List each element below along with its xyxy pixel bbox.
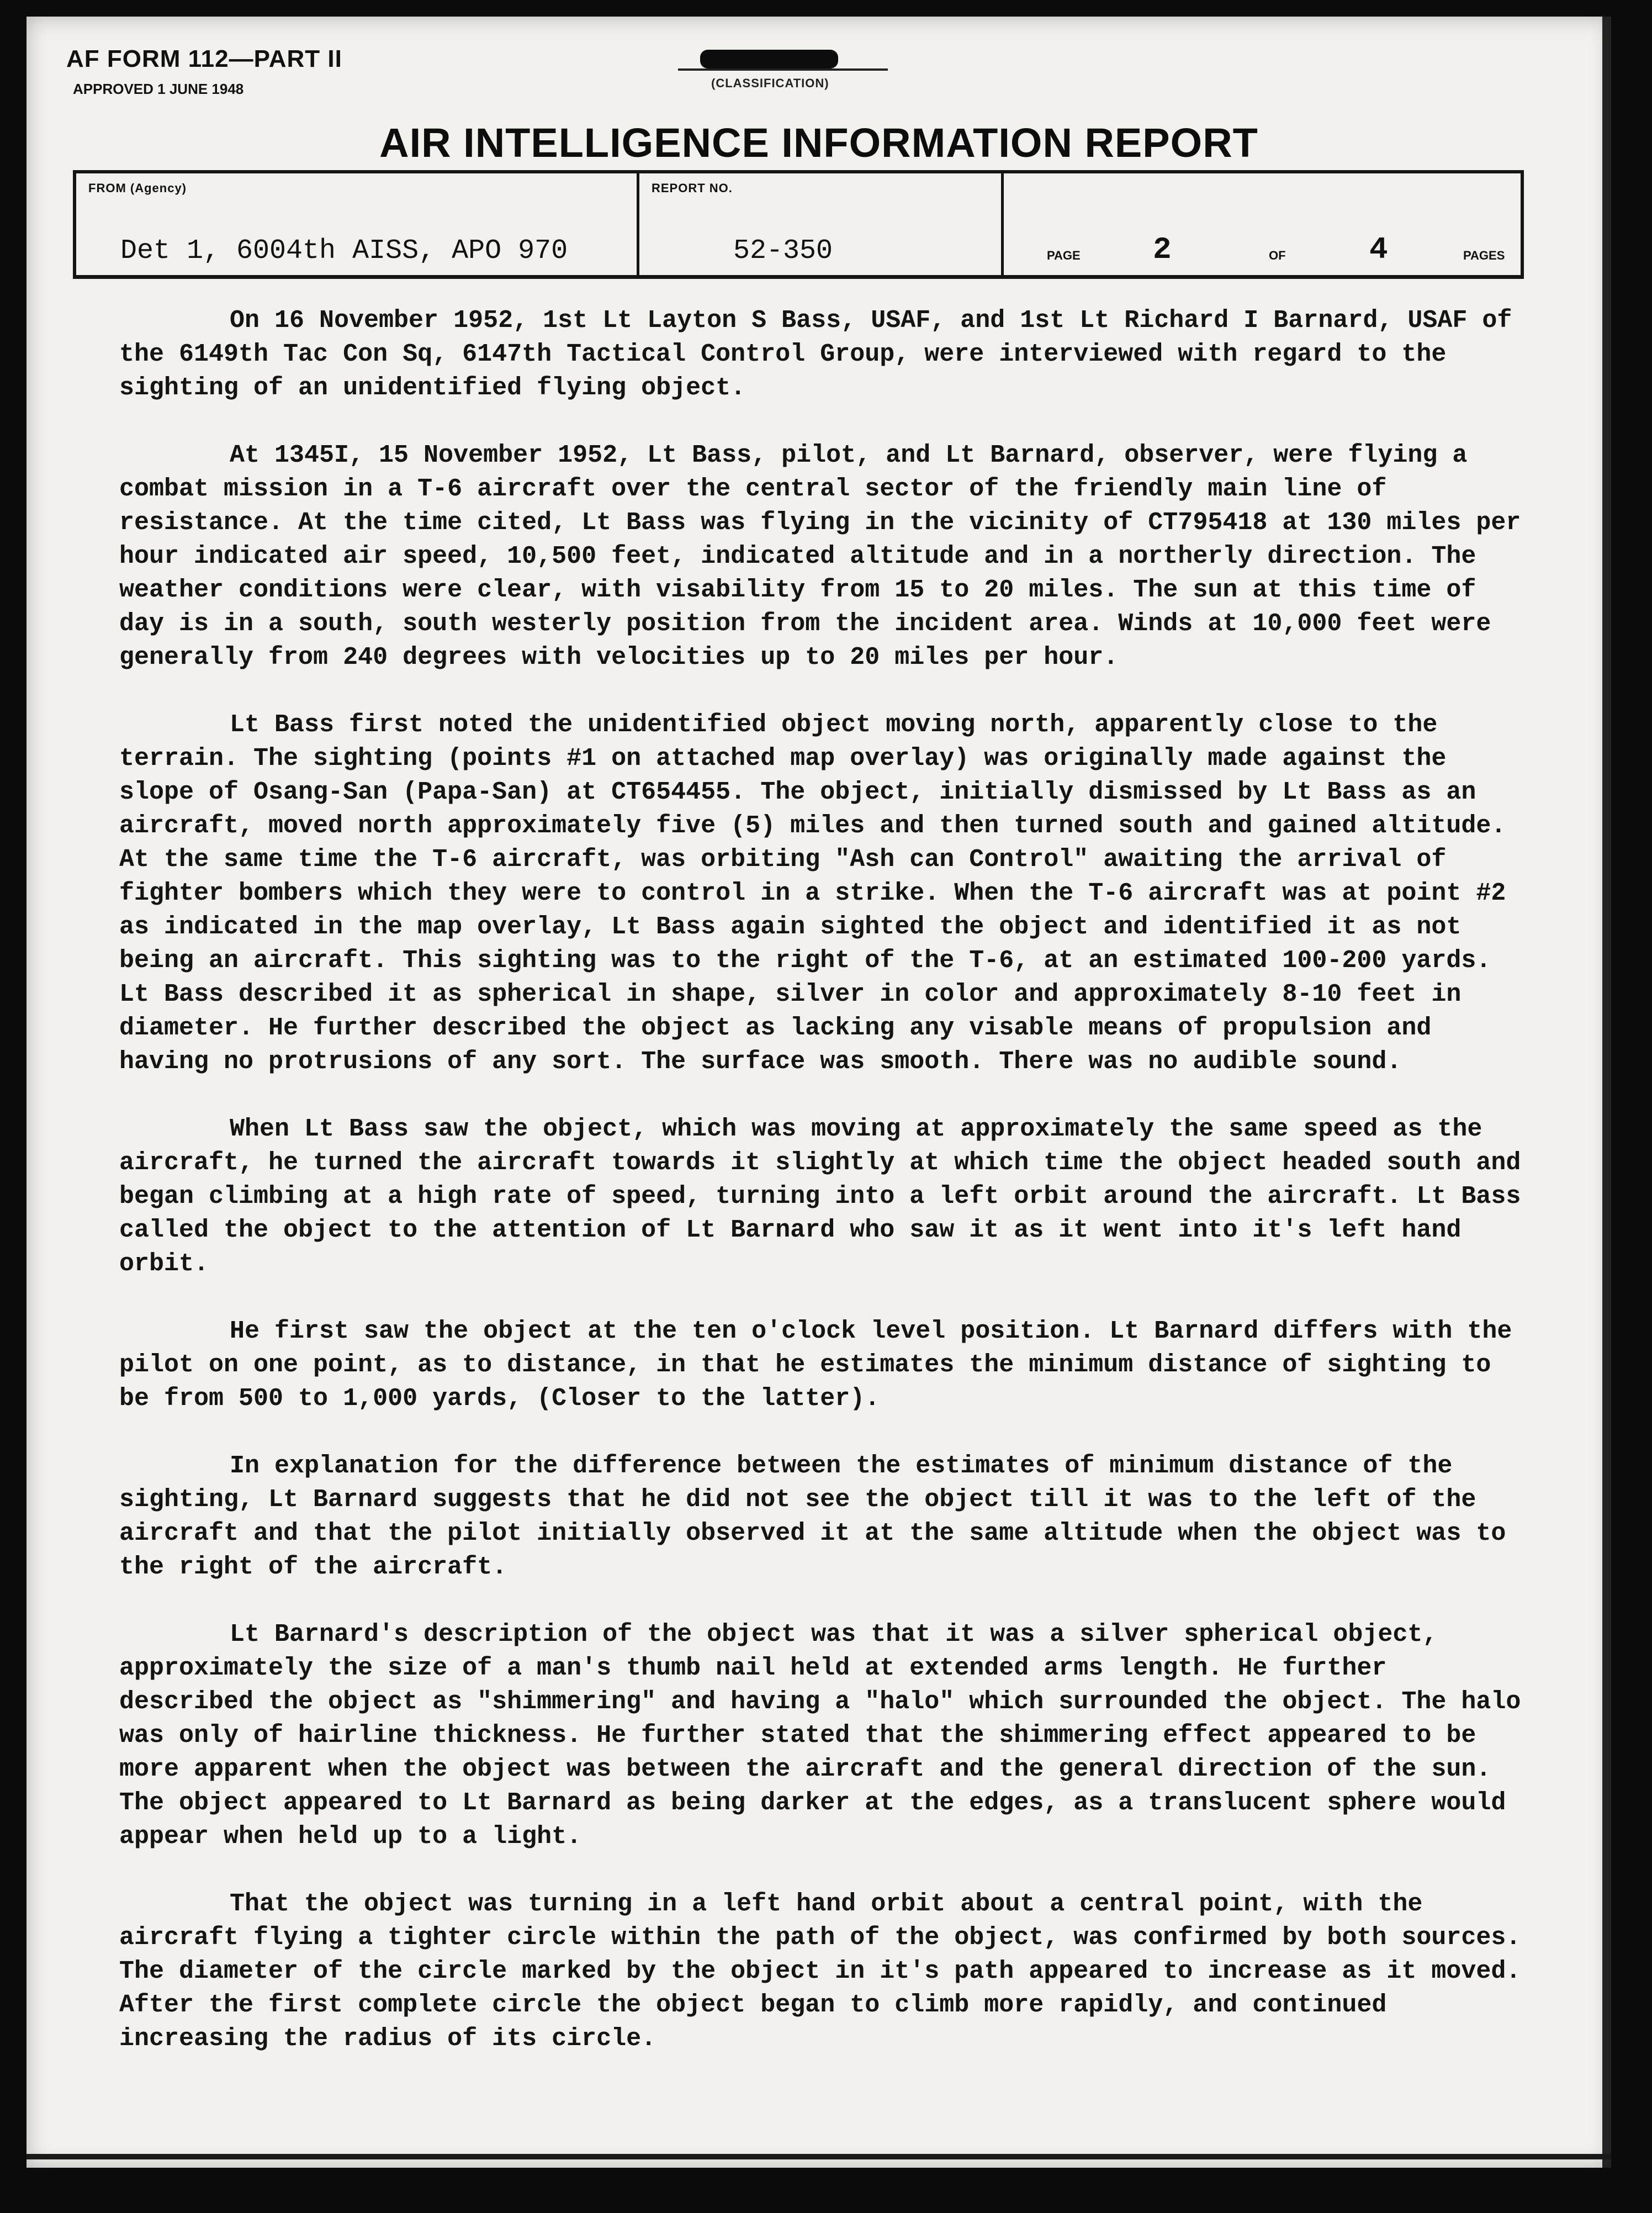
- paragraph: That the object was turning in a left hand orbit about a central point, with the aircraft flying a tighter circle within the path of the object, was confirmed by both sources. The diameter of the circle marked by the object in it's path appeared to increase as it moved. After the first complete circle the object began to climb more rapidly, and continued increasing the radius of its circle.: [119, 1890, 1521, 2053]
- report-body: [119, 304, 1533, 2056]
- form-identifier: AF FORM 112—PART II: [66, 45, 342, 72]
- page-cell: [1004, 173, 1524, 278]
- redaction-mark: [700, 50, 838, 68]
- classification-label: (CLASSIFICATION): [711, 76, 829, 90]
- paragraph: He first saw the object at the ten o'clock level position. Lt Barnard differs with the pilot on one point, as to distance, in that he estimates the minimum distance of sighting to be from 500 to 1,000 yards, (Closer to the latter).: [119, 1317, 1512, 1413]
- from-cell: [76, 173, 639, 278]
- classification-rule: [678, 68, 888, 71]
- paragraph: At 1345I, 15 November 1952, Lt Bass, pilot, and Lt Barnard, observer, were flying a combat mission in a T-6 aircraft over the central sector of the friendly main line of resistance. At the time cited, Lt Bass was flying in the vicinity of CT795418 at 130 miles per hour indicated air speed, 10,500 feet, indicated altitude and in a northerly direction. The weather conditions were clear, with visability from 15 to 20 miles. The sun at this time of day is in a south, south westerly position from the incident area. Winds at 10,000 feet were generally from 240 degrees with velocities up to 20 miles per hour.: [119, 441, 1521, 672]
- bottom-border: [27, 2154, 1611, 2159]
- from-label: FROM (Agency): [88, 181, 187, 195]
- total-pages: 4: [1369, 232, 1388, 267]
- page-edge-shadow: [1602, 17, 1611, 2168]
- paragraph: On 16 November 1952, 1st Lt Layton S Bass, USAF, and 1st Lt Richard I Barnard, USAF of the 6149th Tac Con Sq, 6147th Tactical Control Group, were interviewed with regard to the sighting of an unidentified flying object.: [119, 307, 1512, 402]
- paragraph: Lt Bass first noted the unidentified object moving north, apparently close to the terrain. The sighting (points #1 on attached map overlay) was originally made against the slope of Osang-San (Papa-San) at CT654455. The object, initially dismissed by Lt Bass as an aircraft, moved north approximately five (5) miles and then turned south and gained altitude. At the same time the T-6 aircraft, was orbiting "Ash can Control" awaiting the arrival of fighter bombers which they were to control in a strike. When the T-6 aircraft was at point #2 as indicated in the map overlay, Lt Bass again sighted the object and identified it as not being an aircraft. This sighting was to the right of the T-6, at an estimated 100-200 yards. Lt Bass described it as spherical in shape, silver in color and approximately 8-10 feet in diameter. He further described the object as lacking any visable means of propulsion and having no protrusions of any sort. The surface was smooth. There was no audible sound.: [119, 711, 1506, 1076]
- report-number-cell: [639, 173, 1004, 278]
- report-number-value: 52-350: [733, 235, 833, 267]
- report-header-table: [73, 170, 1524, 275]
- page-number: 2: [1153, 232, 1172, 267]
- report-number-label: REPORT NO.: [652, 181, 733, 195]
- classification-field: [678, 50, 888, 90]
- from-value: Det 1, 6004th AISS, APO 970: [120, 235, 568, 267]
- form-approval-date: APPROVED 1 JUNE 1948: [73, 81, 244, 97]
- paragraph: When Lt Bass saw the object, which was moving at approximately the same speed as the aircraft, he turned the aircraft towards it slightly at which time the object headed south and began climbing at a high rate of speed, turning into a left orbit around the aircraft. Lt Bass called the object to the attention of Lt Barnard who saw it as it went into it's left hand orbit.: [119, 1115, 1521, 1278]
- document-page: [27, 17, 1611, 2168]
- paragraph: In explanation for the difference between the estimates of minimum distance of the sighting, Lt Barnard suggests that he did not see the object till it was to the left of the aircraft and that the pilot initially observed it at the same altitude when the object was to the right of the aircraft.: [119, 1452, 1506, 1581]
- report-title: AIR INTELLIGENCE INFORMATION REPORT: [379, 120, 1258, 166]
- of-label: OF: [1269, 249, 1286, 262]
- pages-label: PAGES: [1463, 249, 1505, 262]
- paragraph: Lt Barnard's description of the object was that it was a silver spherical object, approximately the size of a man's thumb nail held at extended arms length. He further described the object as "shimmering" and having a "halo" which surrounded the object. The halo was only of hairline thickness. He further stated that the shimmering effect appeared to be more apparent when the object was between the aircraft and the general direction of the sun. The object appeared to Lt Barnard as being darker at the edges, as a translucent sphere would appear when held up to a light.: [119, 1620, 1521, 1851]
- header-divider: [73, 275, 1524, 279]
- page-label: PAGE: [1047, 249, 1081, 262]
